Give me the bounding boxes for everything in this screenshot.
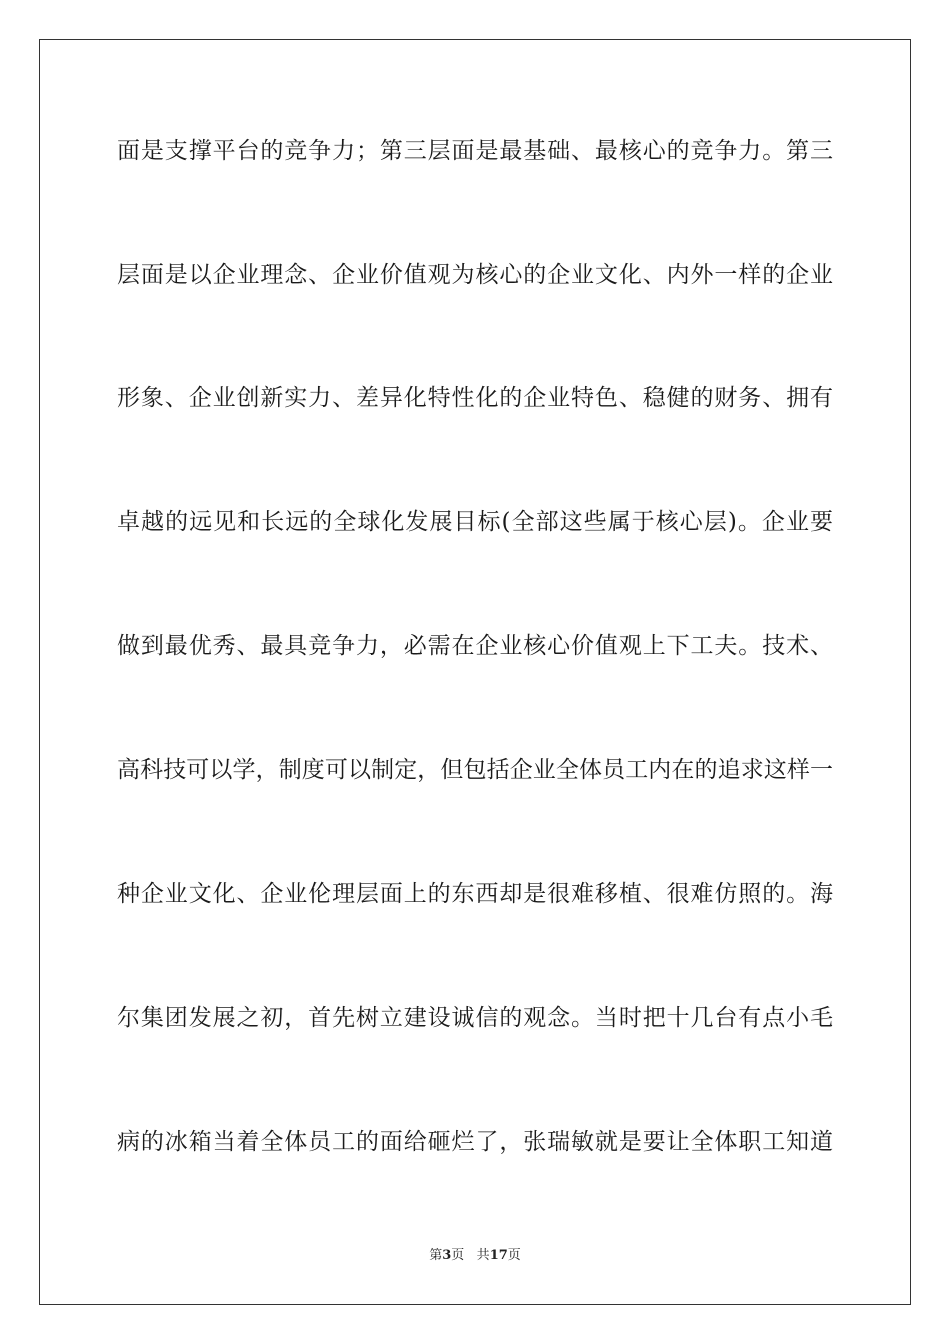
text-line: 高科技可以学，制度可以制定，但包括企业全体员工内在的追求这样一	[117, 757, 833, 783]
total-prefix: 共	[476, 1248, 490, 1263]
text-line: 形象、企业创新实力、差异化特性化的企业特色、稳健的财务、拥有	[117, 385, 833, 411]
page-prefix: 第	[429, 1248, 443, 1263]
page-number: 3	[442, 1248, 452, 1263]
total-suffix: 页	[507, 1248, 521, 1263]
text-line: 尔集团发展之初，首先树立建设诚信的观念。当时把十几台有点小毛	[117, 1005, 833, 1031]
text-line: 卓越的远见和长远的全球化发展目标(全部这些属于核心层)。企业要	[117, 509, 833, 535]
text-line: 做到最优秀、最具竞争力，必需在企业核心价值观上下工夫。技术、	[117, 633, 833, 659]
page-footer	[0, 1246, 950, 1266]
text-line: 病的冰箱当着全体员工的面给砸烂了，张瑞敏就是要让全体职工知道	[117, 1129, 833, 1155]
text-line: 层面是以企业理念、企业价值观为核心的企业文化、内外一样的企业	[117, 262, 833, 288]
page-suffix: 页	[451, 1248, 465, 1263]
text-line: 种企业文化、企业伦理层面上的东西却是很难移植、很难仿照的。海	[117, 881, 833, 907]
total-pages: 17	[489, 1248, 508, 1263]
text-line: 面是支撑平台的竞争力；第三层面是最基础、最核心的竞争力。第三	[117, 138, 833, 164]
page-border	[39, 39, 911, 1305]
